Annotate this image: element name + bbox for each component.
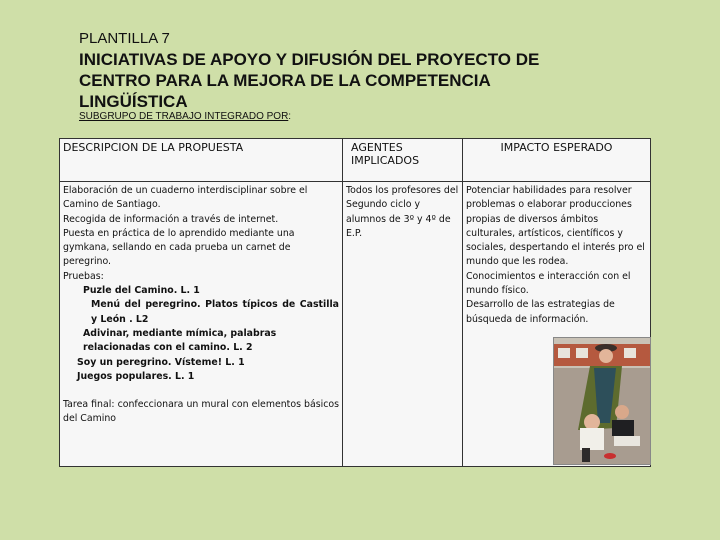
template-number: PLANTILLA 7 [79, 30, 170, 47]
prueba-item: Puzle del Camino. L. 1 [83, 285, 200, 297]
description-line: Recogida de información a través de internet. [63, 213, 279, 225]
description-cell [60, 182, 343, 467]
photo-illustration [554, 338, 650, 464]
impact-line: Conocimientos e interacción con el mundo físico. [466, 270, 631, 297]
prueba-item: Menú del peregrino. Platos típicos de Castilla y León . L2 [91, 299, 339, 325]
impact-line: Desarrollo de las estrategias de búsqueda de información. [466, 299, 615, 325]
pruebas-label: Pruebas: [63, 270, 104, 282]
table-header-row [60, 139, 651, 182]
impact-line: Potenciar habilidades para resolver problemas o elaborar producciones propias de diversos ámbitos culturales, artísticos, científicos y sociales, despertando el interés pro el mundo que les rodea. [466, 185, 645, 268]
subgroup-line [79, 111, 291, 122]
prueba-item: Soy un peregrino. Vísteme! L. 1 [77, 356, 245, 368]
agents-cell [343, 182, 463, 467]
description-line: Elaboración de un cuaderno interdisciplinar sobre el Camino de Santiago. [63, 185, 308, 211]
header-agents: AGENTES IMPLICADOS [343, 139, 463, 182]
page-title: INICIATIVAS DE APOYO Y DIFUSIÓN DEL PROYECTO DE CENTRO PARA LA MEJORA DE LA COMPETENCIA LINGÜÍSTICA [79, 50, 540, 111]
final-task: Tarea final: confeccionara un mural con elementos básicos del Camino [63, 399, 339, 425]
subgroup-suffix: : [288, 111, 292, 122]
children-activity-photo [553, 337, 651, 465]
header-impact: IMPACTO ESPERADO [463, 139, 651, 182]
description-line: Puesta en práctica de lo aprendido mediante una gymkana, sellando en cada prueba un carnet de peregrino. [63, 227, 295, 268]
header-description: DESCRIPCION DE LA PROPUESTA [60, 139, 343, 182]
agents-text: Todos los profesores del Segundo ciclo y alumnos de 3º y 4º de E.P. [346, 185, 459, 239]
subgroup-label: SUBGRUPO DE TRABAJO INTEGRADO POR [79, 111, 289, 122]
prueba-item: Adivinar, mediante mímica, palabras relacionadas con el camino. L. 2 [83, 327, 277, 354]
prueba-item: Juegos populares. L. 1 [77, 370, 195, 382]
